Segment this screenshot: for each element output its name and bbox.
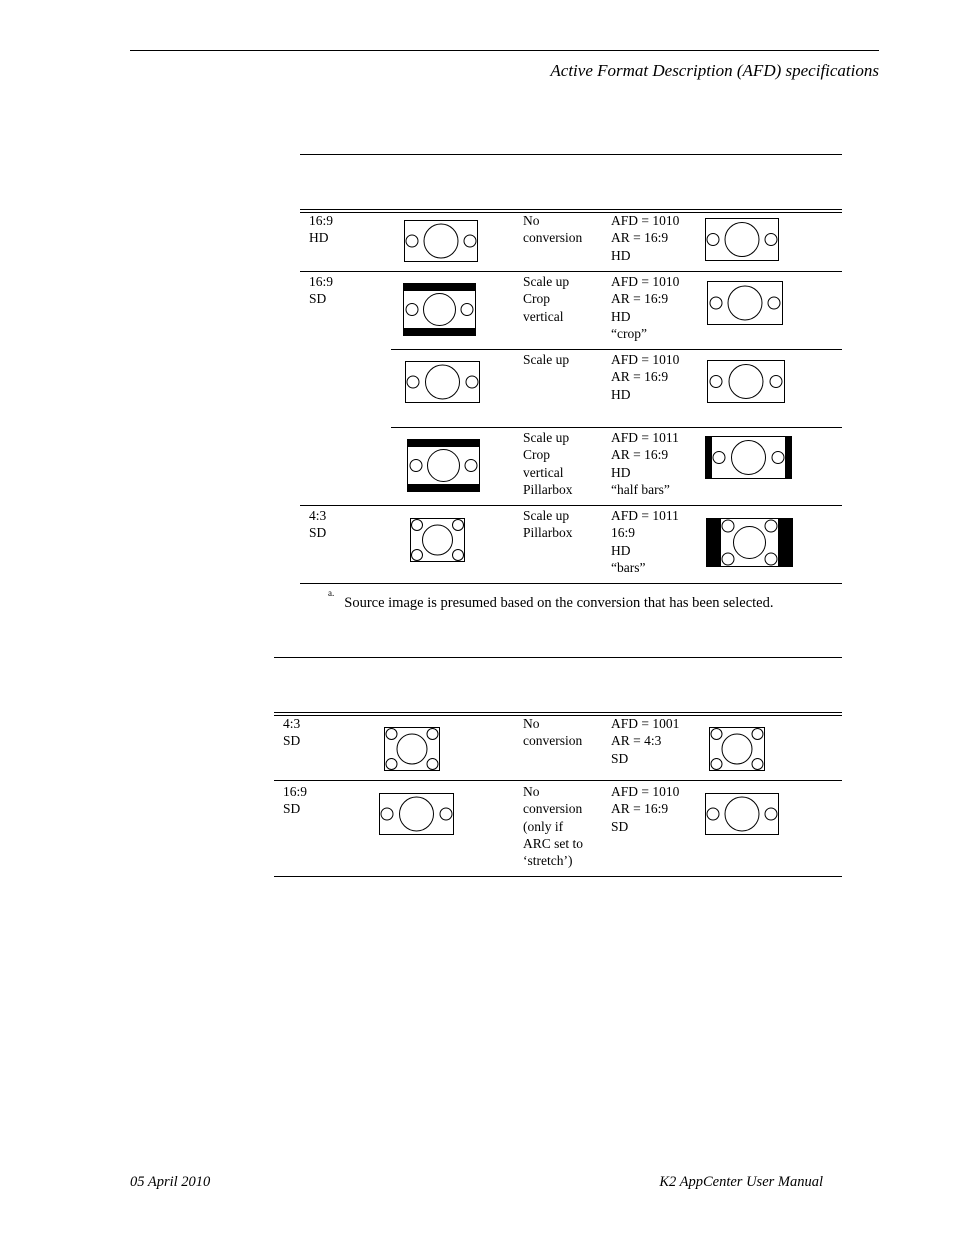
table-footnote (328, 588, 774, 612)
table-top-rule (274, 657, 842, 658)
footer-manual-title: K2 AppCenter User Manual (659, 1174, 823, 1190)
table-header-rule (300, 209, 842, 210)
widescreen-frame-icon (405, 361, 480, 403)
footer-date: 05 April 2010 (130, 1174, 211, 1190)
page-header-title: Active Format Description (AFD) specifications (550, 61, 879, 80)
afd-output: AFD = 1010 AR = 16:9 HD (611, 213, 680, 263)
footnote-text: Source image is presumed based on the conversion that has been selected. (344, 594, 774, 611)
afd-output: AFD = 1001 AR = 4:3 SD (611, 716, 680, 766)
widescreen-frame-icon (707, 360, 785, 403)
table-bottom-rule (274, 876, 842, 877)
widescreen-frame-icon (404, 220, 478, 262)
sub-row-divider (391, 427, 842, 428)
afd-output: AFD = 1011 AR = 16:9 HD “half bars” (611, 430, 679, 497)
afd-output: AFD = 1010 AR = 16:9 HD “crop” (611, 274, 680, 341)
pillarbox-frame-icon (706, 518, 793, 567)
row-divider (300, 505, 842, 506)
four-three-frame-icon (384, 727, 440, 771)
widescreen-frame-icon (707, 281, 783, 325)
four-three-frame-icon (410, 518, 465, 562)
footnote-marker: a. (328, 588, 335, 598)
afd-output: AFD = 1010 AR = 16:9 SD (611, 784, 680, 834)
widescreen-frame-icon (379, 793, 454, 835)
widescreen-frame-icon (705, 218, 779, 261)
source-format: 16:9 SD (283, 784, 308, 817)
conversion-method: No conversion (523, 213, 583, 246)
conversion-method: Scale up Crop vertical (523, 274, 570, 324)
letterbox-frame-icon (407, 439, 480, 492)
table-header-rule (274, 712, 842, 713)
conversion-method: No conversion (only if ARC set to ‘stretch’) (523, 784, 584, 869)
afd-output: AFD = 1011 16:9 HD “bars” (611, 508, 679, 575)
row-divider (300, 271, 842, 272)
conversion-method: Scale up (523, 352, 570, 367)
table-top-rule (300, 154, 842, 155)
source-format: 16:9 HD (309, 213, 334, 246)
table-bottom-rule (300, 583, 842, 584)
header-rule (130, 50, 879, 51)
conversion-method: Scale up Pillarbox (523, 508, 573, 541)
four-three-frame-icon (709, 727, 765, 771)
letterbox-frame-icon (403, 283, 476, 336)
afd-output: AFD = 1010 AR = 16:9 HD (611, 352, 680, 402)
conversion-method: No conversion (523, 716, 583, 749)
sub-row-divider (391, 349, 842, 350)
source-format: 4:3 SD (309, 508, 327, 541)
conversion-method: Scale up Crop vertical Pillarbox (523, 430, 573, 497)
widescreen-frame-icon (705, 793, 779, 835)
source-format: 4:3 SD (283, 716, 301, 749)
source-format: 16:9 SD (309, 274, 334, 307)
half-bars-frame-icon (705, 436, 792, 479)
row-divider (274, 780, 842, 781)
